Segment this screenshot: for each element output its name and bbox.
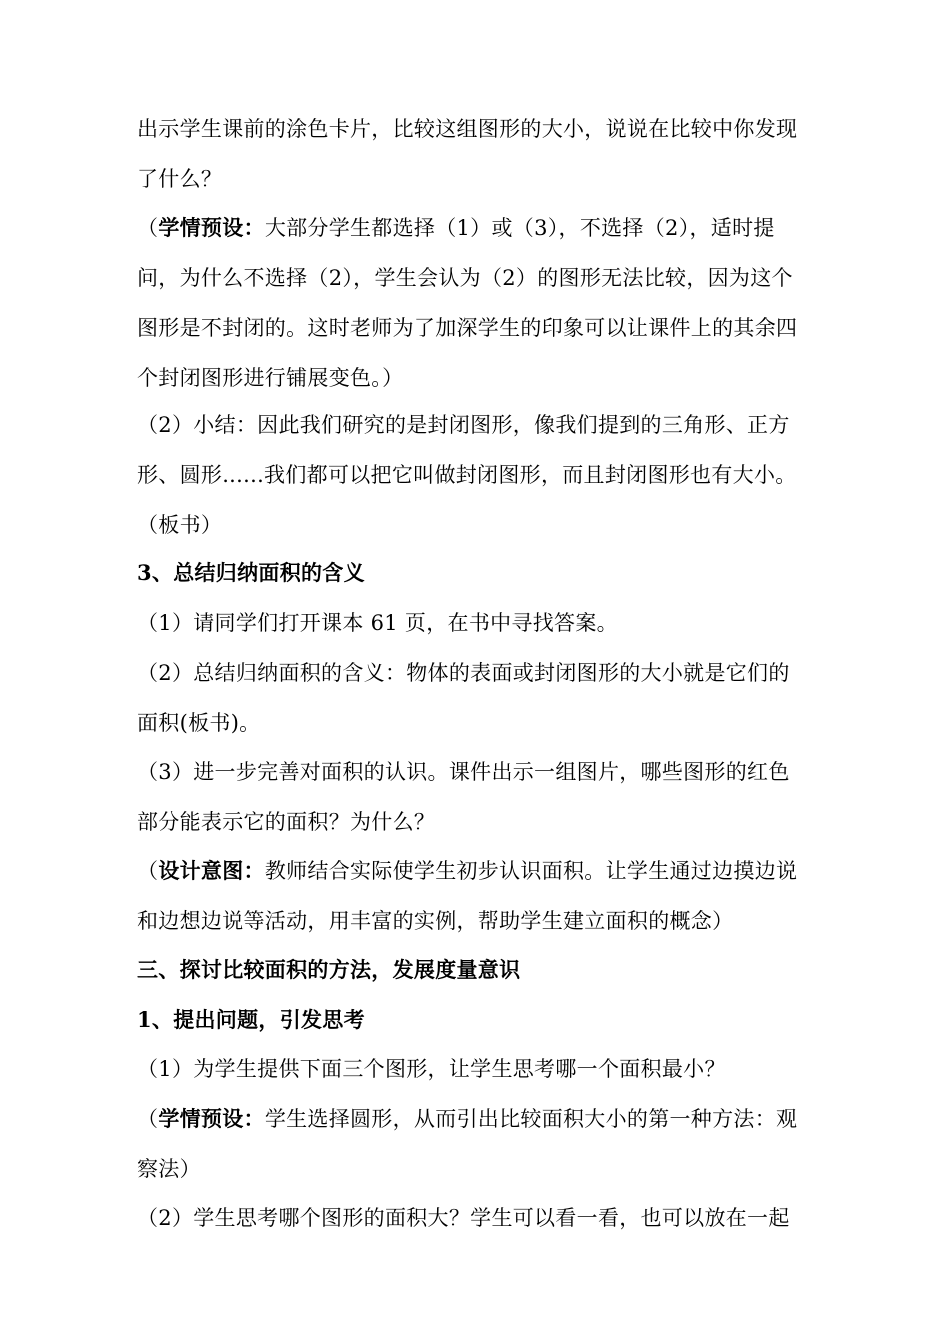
heading-text: 三、探讨比较面积的方法，发展度量意识 [137,957,521,982]
label-learning-preset: 学情预设： [158,215,265,240]
text-line: 大部分学生都选择（1）或（3），不选择（2），适时提 [264,216,775,240]
paragraph-blackboard-note [137,500,837,550]
text-line: 了什么？ [137,167,223,191]
text-line: 面积(板书)。 [137,711,261,735]
text-line: （1）为学生提供下面三个图形，让学生思考哪一个面积最小？ [137,1057,726,1081]
text-line: （2）小结：因此我们研究的是封闭图形，像我们提到的三角形、正方 [137,413,790,437]
label-design-intent: 设计意图： [158,858,265,883]
heading-text: 3、总结归纳面积的含义 [137,560,365,585]
text-line: 个封闭图形进行铺展变色。） [137,366,404,390]
paragraph-step-3 [137,747,837,847]
paragraph-learning-preset-1 [137,203,837,403]
text-line: （ [137,1107,159,1131]
text-line: 问，为什么不选择（2），学生会认为（2）的图形无法比较，因为这个 [137,266,793,290]
text-line: （板书） [137,513,223,537]
text-line: 教师结合实际使学生初步认识面积。让学生通过边摸边说 [264,859,798,883]
text-line: （ [137,216,159,240]
text-line: 出示学生课前的涂色卡片，比较这组图形的大小，说说在比较中你发现 [137,117,798,141]
text-line: （3）进一步完善对面积的认识。课件出示一组图片，哪些图形的红色 [137,760,790,784]
paragraph-summary [137,400,837,500]
section-heading-3 [137,548,837,598]
paragraph-design-intent [137,846,837,946]
text-line: 和边想边说等活动，用丰富的实例，帮助学生建立面积的概念） [137,909,734,933]
text-line: （2）学生思考哪个图形的面积大？学生可以看一看，也可以放在一起 [137,1206,790,1230]
section-heading-three [137,945,837,995]
text-line: 部分能表示它的面积？为什么？ [137,810,436,834]
paragraph-step-1 [137,598,837,648]
paragraph-learning-preset-2 [137,1094,837,1194]
text-line: （1）请同学们打开课本 61 页，在书中寻找答案。 [137,611,618,635]
paragraph-compare-areas [137,1193,837,1243]
text-line: 学生选择圆形，从而引出比较面积大小的第一种方法：观 [264,1107,798,1131]
paragraph-three-shapes [137,1044,837,1094]
text-line: （ [137,859,159,883]
paragraph-coloring-cards [137,104,837,204]
section-heading-1 [137,995,837,1045]
text-line: （2）总结归纳面积的含义：物体的表面或封闭图形的大小就是它们的 [137,661,790,685]
text-line: 察法） [137,1157,201,1181]
label-learning-preset: 学情预设： [158,1106,265,1131]
text-line: 图形是不封闭的。这时老师为了加深学生的印象可以让课件上的其余四 [137,316,798,340]
heading-text: 1、提出问题，引发思考 [137,1007,365,1032]
text-line: 形、圆形......我们都可以把它叫做封闭图形，而且封闭图形也有大小。 [137,463,797,487]
paragraph-step-2 [137,648,837,748]
